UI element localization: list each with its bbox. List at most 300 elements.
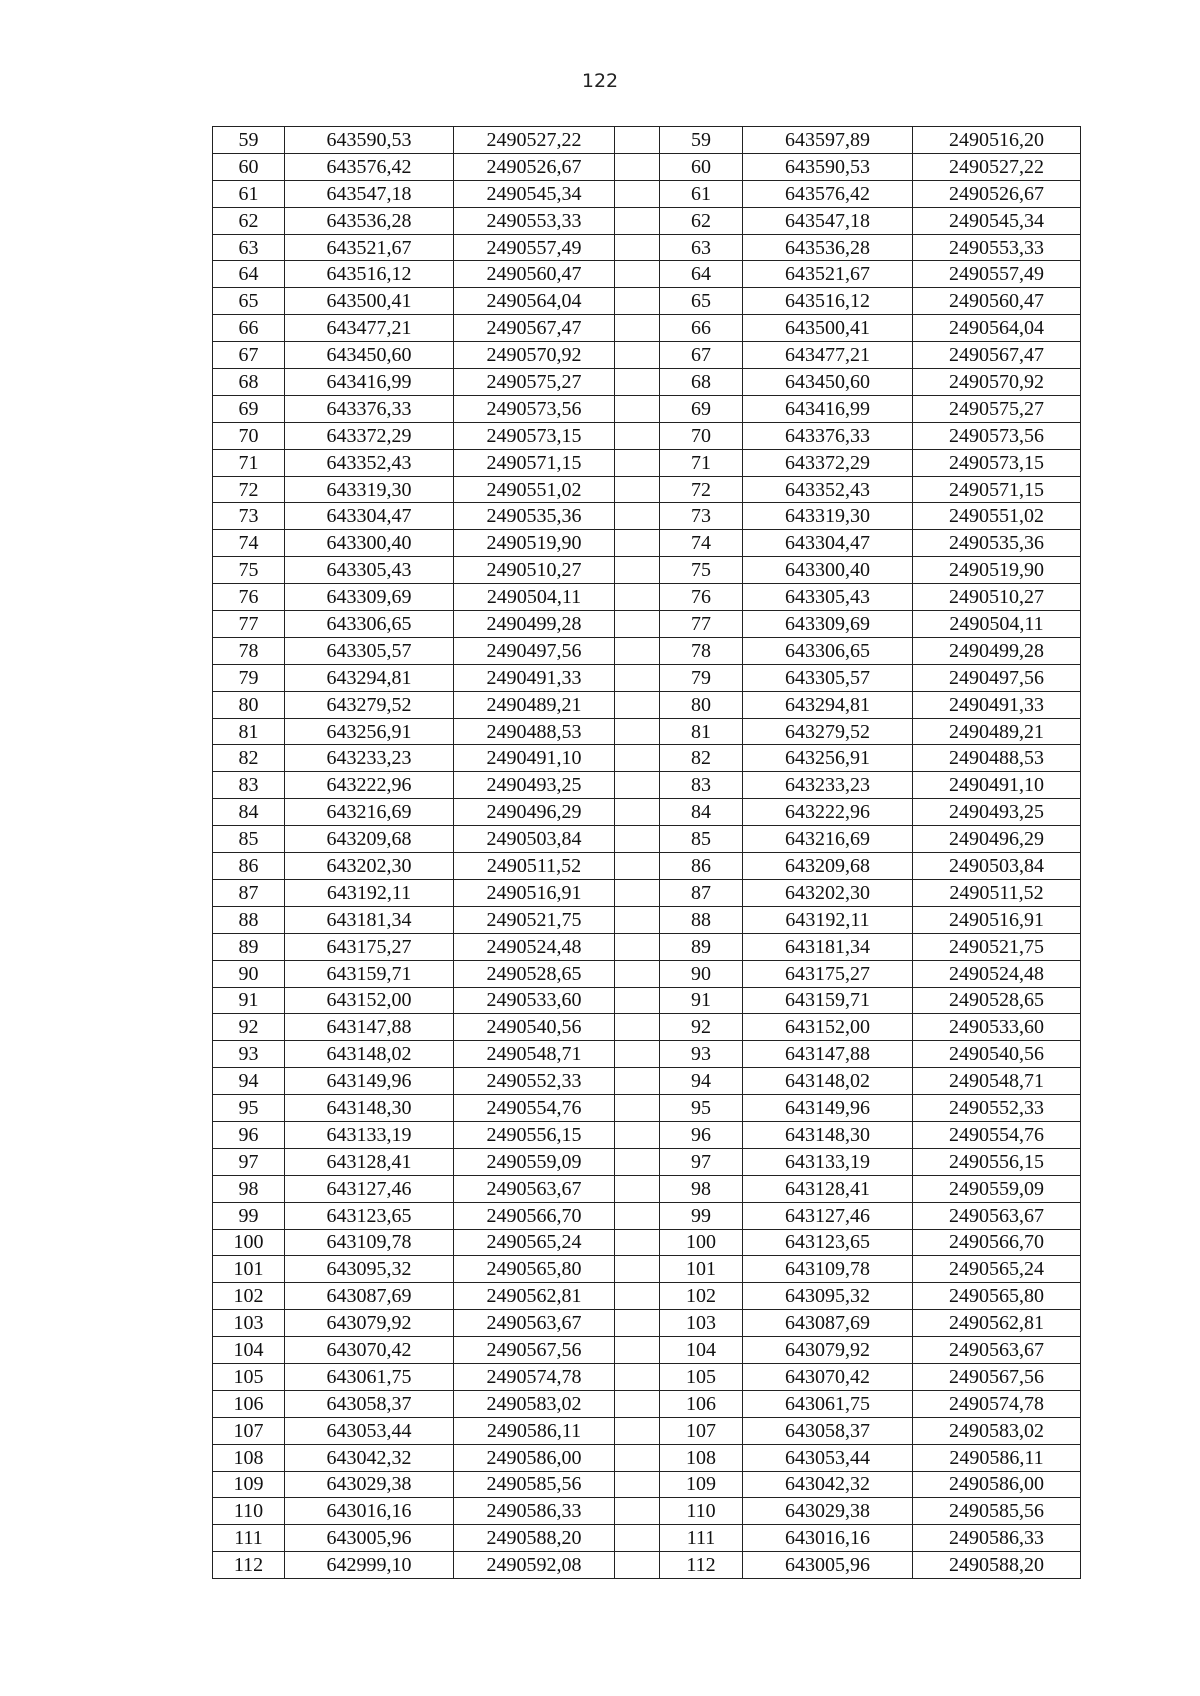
spacer-cell xyxy=(615,315,660,342)
y-coordinate-after: 2490516,20 xyxy=(913,127,1081,154)
y-coordinate-after: 2490503,84 xyxy=(913,853,1081,880)
x-coordinate-after: 643500,41 xyxy=(743,315,913,342)
x-coordinate-after: 643304,47 xyxy=(743,530,913,557)
point-number-before: 60 xyxy=(213,153,285,180)
x-coordinate-before: 643516,12 xyxy=(285,261,454,288)
point-number-after: 104 xyxy=(660,1337,743,1364)
x-coordinate-after: 643005,96 xyxy=(743,1552,913,1579)
y-coordinate-after: 2490545,34 xyxy=(913,207,1081,234)
x-coordinate-before: 643306,65 xyxy=(285,611,454,638)
x-coordinate-after: 643087,69 xyxy=(743,1310,913,1337)
point-number-after: 88 xyxy=(660,906,743,933)
spacer-cell xyxy=(615,584,660,611)
x-coordinate-after: 643233,23 xyxy=(743,772,913,799)
point-number-after: 63 xyxy=(660,234,743,261)
y-coordinate-before: 2490491,10 xyxy=(454,745,615,772)
y-coordinate-after: 2490559,09 xyxy=(913,1175,1081,1202)
point-number-before: 59 xyxy=(213,127,285,154)
table-row xyxy=(213,1552,1081,1579)
spacer-cell xyxy=(615,153,660,180)
y-coordinate-after: 2490554,76 xyxy=(913,1121,1081,1148)
spacer-cell xyxy=(615,530,660,557)
table-row xyxy=(213,1148,1081,1175)
point-number-before: 67 xyxy=(213,342,285,369)
y-coordinate-after: 2490548,71 xyxy=(913,1068,1081,1095)
y-coordinate-after: 2490526,67 xyxy=(913,180,1081,207)
x-coordinate-before: 643087,69 xyxy=(285,1283,454,1310)
point-number-after: 93 xyxy=(660,1041,743,1068)
point-number-after: 109 xyxy=(660,1471,743,1498)
spacer-cell xyxy=(615,288,660,315)
y-coordinate-after: 2490489,21 xyxy=(913,718,1081,745)
point-number-after: 59 xyxy=(660,127,743,154)
point-number-after: 83 xyxy=(660,772,743,799)
point-number-after: 66 xyxy=(660,315,743,342)
y-coordinate-before: 2490585,56 xyxy=(454,1471,615,1498)
x-coordinate-before: 643079,92 xyxy=(285,1310,454,1337)
x-coordinate-after: 643181,34 xyxy=(743,933,913,960)
x-coordinate-after: 643279,52 xyxy=(743,718,913,745)
spacer-cell xyxy=(615,1229,660,1256)
x-coordinate-after: 643148,30 xyxy=(743,1121,913,1148)
x-coordinate-before: 643070,42 xyxy=(285,1337,454,1364)
y-coordinate-before: 2490526,67 xyxy=(454,153,615,180)
table-row xyxy=(213,906,1081,933)
x-coordinate-after: 643372,29 xyxy=(743,449,913,476)
table-row xyxy=(213,1202,1081,1229)
point-number-before: 64 xyxy=(213,261,285,288)
x-coordinate-before: 643095,32 xyxy=(285,1256,454,1283)
point-number-after: 73 xyxy=(660,503,743,530)
y-coordinate-after: 2490585,56 xyxy=(913,1498,1081,1525)
point-number-before: 100 xyxy=(213,1229,285,1256)
y-coordinate-after: 2490551,02 xyxy=(913,503,1081,530)
point-number-after: 112 xyxy=(660,1552,743,1579)
y-coordinate-before: 2490553,33 xyxy=(454,207,615,234)
y-coordinate-before: 2490573,15 xyxy=(454,422,615,449)
x-coordinate-after: 643576,42 xyxy=(743,180,913,207)
point-number-before: 93 xyxy=(213,1041,285,1068)
y-coordinate-before: 2490521,75 xyxy=(454,906,615,933)
point-number-after: 77 xyxy=(660,611,743,638)
y-coordinate-before: 2490491,33 xyxy=(454,664,615,691)
spacer-cell xyxy=(615,1041,660,1068)
x-coordinate-after: 643305,57 xyxy=(743,664,913,691)
x-coordinate-after: 643597,89 xyxy=(743,127,913,154)
table-row xyxy=(213,207,1081,234)
point-number-before: 72 xyxy=(213,476,285,503)
y-coordinate-before: 2490519,90 xyxy=(454,530,615,557)
point-number-before: 84 xyxy=(213,799,285,826)
x-coordinate-before: 643477,21 xyxy=(285,315,454,342)
x-coordinate-after: 643536,28 xyxy=(743,234,913,261)
spacer-cell xyxy=(615,1256,660,1283)
spacer-cell xyxy=(615,853,660,880)
y-coordinate-after: 2490556,15 xyxy=(913,1148,1081,1175)
y-coordinate-before: 2490551,02 xyxy=(454,476,615,503)
table-row xyxy=(213,718,1081,745)
x-coordinate-after: 643133,19 xyxy=(743,1148,913,1175)
y-coordinate-after: 2490565,24 xyxy=(913,1256,1081,1283)
table-row xyxy=(213,315,1081,342)
point-number-before: 66 xyxy=(213,315,285,342)
table-row xyxy=(213,1363,1081,1390)
y-coordinate-after: 2490527,22 xyxy=(913,153,1081,180)
point-number-after: 62 xyxy=(660,207,743,234)
y-coordinate-before: 2490496,29 xyxy=(454,799,615,826)
coordinates-table-body xyxy=(213,127,1081,1579)
spacer-cell xyxy=(615,1175,660,1202)
point-number-before: 90 xyxy=(213,960,285,987)
table-row xyxy=(213,1525,1081,1552)
point-number-after: 103 xyxy=(660,1310,743,1337)
x-coordinate-before: 643216,69 xyxy=(285,799,454,826)
y-coordinate-after: 2490574,78 xyxy=(913,1390,1081,1417)
point-number-before: 63 xyxy=(213,234,285,261)
table-row xyxy=(213,1121,1081,1148)
y-coordinate-after: 2490570,92 xyxy=(913,369,1081,396)
y-coordinate-before: 2490566,70 xyxy=(454,1202,615,1229)
x-coordinate-after: 643192,11 xyxy=(743,906,913,933)
spacer-cell xyxy=(615,1363,660,1390)
x-coordinate-before: 643148,02 xyxy=(285,1041,454,1068)
y-coordinate-before: 2490586,33 xyxy=(454,1498,615,1525)
y-coordinate-after: 2490528,65 xyxy=(913,987,1081,1014)
table-row xyxy=(213,879,1081,906)
point-number-before: 102 xyxy=(213,1283,285,1310)
point-number-after: 78 xyxy=(660,637,743,664)
table-row xyxy=(213,1283,1081,1310)
table-row xyxy=(213,1095,1081,1122)
x-coordinate-before: 643279,52 xyxy=(285,691,454,718)
x-coordinate-after: 643109,78 xyxy=(743,1256,913,1283)
table-row xyxy=(213,1310,1081,1337)
spacer-cell xyxy=(615,1095,660,1122)
point-number-before: 96 xyxy=(213,1121,285,1148)
x-coordinate-before: 643305,57 xyxy=(285,637,454,664)
y-coordinate-before: 2490527,22 xyxy=(454,127,615,154)
x-coordinate-before: 643181,34 xyxy=(285,906,454,933)
spacer-cell xyxy=(615,1498,660,1525)
table-row xyxy=(213,1041,1081,1068)
y-coordinate-after: 2490521,75 xyxy=(913,933,1081,960)
table-row xyxy=(213,664,1081,691)
y-coordinate-before: 2490586,11 xyxy=(454,1417,615,1444)
point-number-after: 67 xyxy=(660,342,743,369)
y-coordinate-before: 2490565,24 xyxy=(454,1229,615,1256)
table-row xyxy=(213,611,1081,638)
point-number-after: 74 xyxy=(660,530,743,557)
y-coordinate-before: 2490493,25 xyxy=(454,772,615,799)
table-row xyxy=(213,1337,1081,1364)
spacer-cell xyxy=(615,718,660,745)
y-coordinate-before: 2490489,21 xyxy=(454,691,615,718)
spacer-cell xyxy=(615,1417,660,1444)
point-number-before: 105 xyxy=(213,1363,285,1390)
point-number-after: 71 xyxy=(660,449,743,476)
x-coordinate-before: 643376,33 xyxy=(285,395,454,422)
point-number-after: 70 xyxy=(660,422,743,449)
point-number-before: 92 xyxy=(213,1014,285,1041)
y-coordinate-after: 2490567,56 xyxy=(913,1363,1081,1390)
spacer-cell xyxy=(615,234,660,261)
x-coordinate-before: 643202,30 xyxy=(285,853,454,880)
table-row xyxy=(213,691,1081,718)
table-row xyxy=(213,153,1081,180)
x-coordinate-after: 643294,81 xyxy=(743,691,913,718)
point-number-after: 69 xyxy=(660,395,743,422)
x-coordinate-before: 643053,44 xyxy=(285,1417,454,1444)
point-number-after: 110 xyxy=(660,1498,743,1525)
point-number-before: 85 xyxy=(213,826,285,853)
x-coordinate-before: 643319,30 xyxy=(285,476,454,503)
x-coordinate-before: 643123,65 xyxy=(285,1202,454,1229)
y-coordinate-after: 2490563,67 xyxy=(913,1337,1081,1364)
x-coordinate-before: 643352,43 xyxy=(285,449,454,476)
y-coordinate-before: 2490575,27 xyxy=(454,369,615,396)
spacer-cell xyxy=(615,261,660,288)
y-coordinate-after: 2490491,10 xyxy=(913,772,1081,799)
spacer-cell xyxy=(615,503,660,530)
spacer-cell xyxy=(615,207,660,234)
point-number-before: 108 xyxy=(213,1444,285,1471)
x-coordinate-before: 643294,81 xyxy=(285,664,454,691)
spacer-cell xyxy=(615,799,660,826)
x-coordinate-after: 643127,46 xyxy=(743,1202,913,1229)
point-number-before: 79 xyxy=(213,664,285,691)
point-number-before: 89 xyxy=(213,933,285,960)
y-coordinate-after: 2490535,36 xyxy=(913,530,1081,557)
point-number-before: 69 xyxy=(213,395,285,422)
y-coordinate-before: 2490504,11 xyxy=(454,584,615,611)
y-coordinate-after: 2490573,15 xyxy=(913,449,1081,476)
x-coordinate-after: 643061,75 xyxy=(743,1390,913,1417)
x-coordinate-after: 643202,30 xyxy=(743,879,913,906)
point-number-before: 106 xyxy=(213,1390,285,1417)
spacer-cell xyxy=(615,1014,660,1041)
y-coordinate-after: 2490573,56 xyxy=(913,422,1081,449)
y-coordinate-before: 2490545,34 xyxy=(454,180,615,207)
point-number-after: 106 xyxy=(660,1390,743,1417)
x-coordinate-before: 643450,60 xyxy=(285,342,454,369)
spacer-cell xyxy=(615,1444,660,1471)
y-coordinate-after: 2490504,11 xyxy=(913,611,1081,638)
point-number-after: 75 xyxy=(660,557,743,584)
x-coordinate-before: 643222,96 xyxy=(285,772,454,799)
spacer-cell xyxy=(615,1552,660,1579)
point-number-after: 85 xyxy=(660,826,743,853)
spacer-cell xyxy=(615,127,660,154)
table-row xyxy=(213,1471,1081,1498)
x-coordinate-before: 643300,40 xyxy=(285,530,454,557)
point-number-after: 80 xyxy=(660,691,743,718)
y-coordinate-before: 2490560,47 xyxy=(454,261,615,288)
x-coordinate-before: 643148,30 xyxy=(285,1095,454,1122)
table-row xyxy=(213,1444,1081,1471)
point-number-before: 111 xyxy=(213,1525,285,1552)
x-coordinate-after: 643053,44 xyxy=(743,1444,913,1471)
spacer-cell xyxy=(615,879,660,906)
x-coordinate-after: 643175,27 xyxy=(743,960,913,987)
spacer-cell xyxy=(615,395,660,422)
y-coordinate-after: 2490586,33 xyxy=(913,1525,1081,1552)
table-row xyxy=(213,530,1081,557)
x-coordinate-before: 643147,88 xyxy=(285,1014,454,1041)
x-coordinate-before: 643500,41 xyxy=(285,288,454,315)
y-coordinate-after: 2490499,28 xyxy=(913,637,1081,664)
x-coordinate-before: 643133,19 xyxy=(285,1121,454,1148)
spacer-cell xyxy=(615,369,660,396)
point-number-before: 88 xyxy=(213,906,285,933)
y-coordinate-after: 2490563,67 xyxy=(913,1202,1081,1229)
x-coordinate-before: 643304,47 xyxy=(285,503,454,530)
y-coordinate-before: 2490567,47 xyxy=(454,315,615,342)
point-number-after: 68 xyxy=(660,369,743,396)
point-number-after: 60 xyxy=(660,153,743,180)
x-coordinate-before: 643590,53 xyxy=(285,127,454,154)
point-number-before: 80 xyxy=(213,691,285,718)
table-row xyxy=(213,476,1081,503)
y-coordinate-before: 2490571,15 xyxy=(454,449,615,476)
table-row xyxy=(213,557,1081,584)
y-coordinate-before: 2490564,04 xyxy=(454,288,615,315)
table-row xyxy=(213,799,1081,826)
table-row xyxy=(213,1068,1081,1095)
y-coordinate-after: 2490586,11 xyxy=(913,1444,1081,1471)
point-number-before: 78 xyxy=(213,637,285,664)
point-number-before: 101 xyxy=(213,1256,285,1283)
spacer-cell xyxy=(615,826,660,853)
point-number-before: 104 xyxy=(213,1337,285,1364)
y-coordinate-before: 2490557,49 xyxy=(454,234,615,261)
y-coordinate-before: 2490586,00 xyxy=(454,1444,615,1471)
x-coordinate-before: 643042,32 xyxy=(285,1444,454,1471)
x-coordinate-before: 643233,23 xyxy=(285,745,454,772)
y-coordinate-after: 2490493,25 xyxy=(913,799,1081,826)
point-number-after: 90 xyxy=(660,960,743,987)
x-coordinate-before: 643128,41 xyxy=(285,1148,454,1175)
y-coordinate-after: 2490491,33 xyxy=(913,691,1081,718)
x-coordinate-before: 643547,18 xyxy=(285,180,454,207)
point-number-before: 86 xyxy=(213,853,285,880)
point-number-before: 95 xyxy=(213,1095,285,1122)
page-number: 122 xyxy=(581,70,619,92)
y-coordinate-after: 2490553,33 xyxy=(913,234,1081,261)
y-coordinate-after: 2490497,56 xyxy=(913,664,1081,691)
point-number-before: 61 xyxy=(213,180,285,207)
point-number-after: 100 xyxy=(660,1229,743,1256)
x-coordinate-after: 643070,42 xyxy=(743,1363,913,1390)
x-coordinate-before: 643149,96 xyxy=(285,1068,454,1095)
x-coordinate-after: 643016,16 xyxy=(743,1525,913,1552)
x-coordinate-after: 643450,60 xyxy=(743,369,913,396)
x-coordinate-before: 643372,29 xyxy=(285,422,454,449)
x-coordinate-after: 643216,69 xyxy=(743,826,913,853)
y-coordinate-before: 2490488,53 xyxy=(454,718,615,745)
point-number-before: 99 xyxy=(213,1202,285,1229)
point-number-before: 73 xyxy=(213,503,285,530)
table-row xyxy=(213,1390,1081,1417)
x-coordinate-after: 643095,32 xyxy=(743,1283,913,1310)
point-number-before: 82 xyxy=(213,745,285,772)
y-coordinate-before: 2490497,56 xyxy=(454,637,615,664)
spacer-cell xyxy=(615,342,660,369)
x-coordinate-before: 643175,27 xyxy=(285,933,454,960)
point-number-after: 81 xyxy=(660,718,743,745)
y-coordinate-before: 2490570,92 xyxy=(454,342,615,369)
spacer-cell xyxy=(615,1471,660,1498)
spacer-cell xyxy=(615,960,660,987)
table-row xyxy=(213,369,1081,396)
point-number-after: 105 xyxy=(660,1363,743,1390)
y-coordinate-after: 2490571,15 xyxy=(913,476,1081,503)
y-coordinate-after: 2490488,53 xyxy=(913,745,1081,772)
point-number-before: 74 xyxy=(213,530,285,557)
spacer-cell xyxy=(615,745,660,772)
point-number-after: 91 xyxy=(660,987,743,1014)
table-row xyxy=(213,960,1081,987)
x-coordinate-after: 643152,00 xyxy=(743,1014,913,1041)
point-number-after: 98 xyxy=(660,1175,743,1202)
y-coordinate-before: 2490528,65 xyxy=(454,960,615,987)
x-coordinate-before: 643061,75 xyxy=(285,1363,454,1390)
x-coordinate-before: 643029,38 xyxy=(285,1471,454,1498)
y-coordinate-before: 2490524,48 xyxy=(454,933,615,960)
spacer-cell xyxy=(615,1068,660,1095)
point-number-before: 75 xyxy=(213,557,285,584)
point-number-before: 97 xyxy=(213,1148,285,1175)
y-coordinate-after: 2490496,29 xyxy=(913,826,1081,853)
point-number-before: 83 xyxy=(213,772,285,799)
y-coordinate-before: 2490573,56 xyxy=(454,395,615,422)
spacer-cell xyxy=(615,1121,660,1148)
point-number-before: 62 xyxy=(213,207,285,234)
point-number-after: 87 xyxy=(660,879,743,906)
point-number-after: 108 xyxy=(660,1444,743,1471)
spacer-cell xyxy=(615,1337,660,1364)
point-number-before: 103 xyxy=(213,1310,285,1337)
x-coordinate-before: 643192,11 xyxy=(285,879,454,906)
x-coordinate-after: 643319,30 xyxy=(743,503,913,530)
table-row xyxy=(213,1498,1081,1525)
y-coordinate-after: 2490566,70 xyxy=(913,1229,1081,1256)
y-coordinate-before: 2490540,56 xyxy=(454,1014,615,1041)
y-coordinate-before: 2490583,02 xyxy=(454,1390,615,1417)
x-coordinate-before: 643256,91 xyxy=(285,718,454,745)
table-row xyxy=(213,1175,1081,1202)
x-coordinate-after: 643590,53 xyxy=(743,153,913,180)
table-row xyxy=(213,745,1081,772)
table-row xyxy=(213,503,1081,530)
point-number-after: 99 xyxy=(660,1202,743,1229)
x-coordinate-before: 643309,69 xyxy=(285,584,454,611)
y-coordinate-before: 2490556,15 xyxy=(454,1121,615,1148)
x-coordinate-before: 643416,99 xyxy=(285,369,454,396)
point-number-after: 84 xyxy=(660,799,743,826)
x-coordinate-after: 643547,18 xyxy=(743,207,913,234)
y-coordinate-before: 2490511,52 xyxy=(454,853,615,880)
point-number-before: 71 xyxy=(213,449,285,476)
table-row xyxy=(213,1417,1081,1444)
point-number-before: 109 xyxy=(213,1471,285,1498)
y-coordinate-after: 2490510,27 xyxy=(913,584,1081,611)
spacer-cell xyxy=(615,637,660,664)
x-coordinate-after: 643123,65 xyxy=(743,1229,913,1256)
point-number-before: 112 xyxy=(213,1552,285,1579)
spacer-cell xyxy=(615,1525,660,1552)
y-coordinate-after: 2490588,20 xyxy=(913,1552,1081,1579)
y-coordinate-after: 2490552,33 xyxy=(913,1095,1081,1122)
